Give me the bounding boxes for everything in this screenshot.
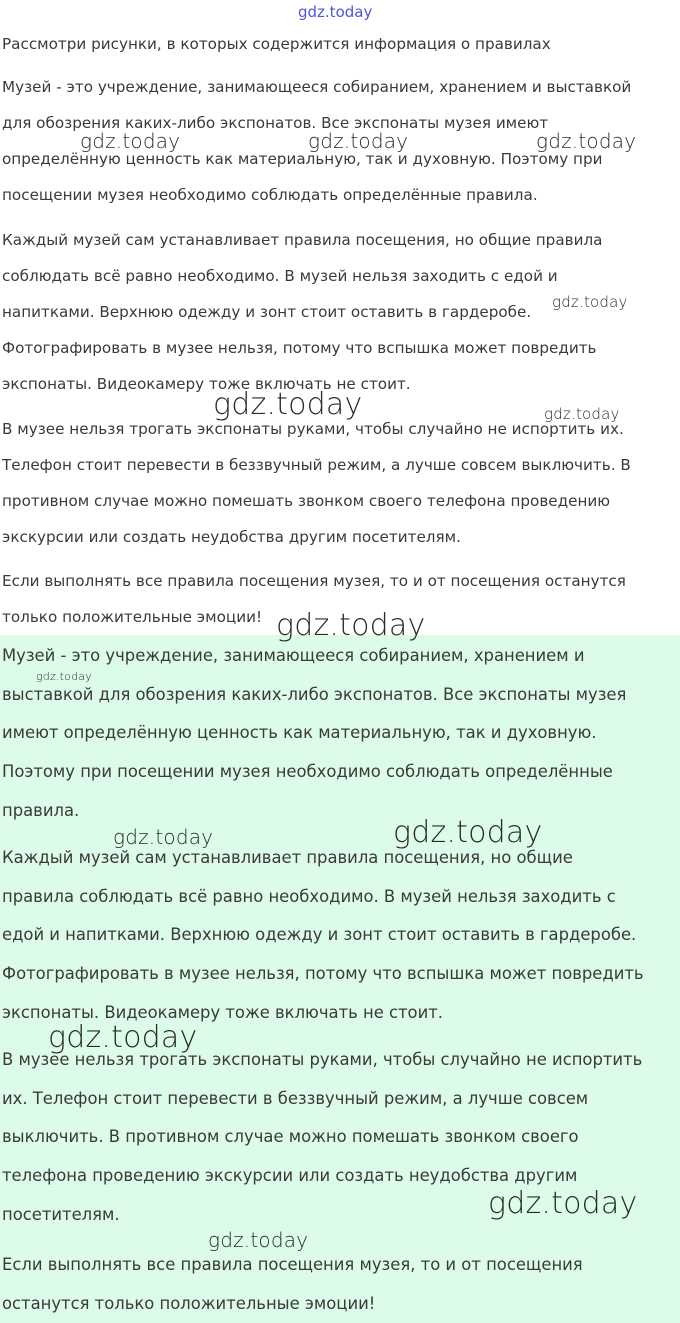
text-line: едой и напитками. Верхнюю одежду и зонт стоит оставить в гардеробе. [2, 925, 637, 945]
text-line: Если выполнять все правила посещения музея, то и от посещения останутся [2, 572, 626, 590]
text-line: правила. [2, 800, 80, 820]
text-line: телефона проведению экскурсии или создать неудобства другим [2, 1166, 578, 1186]
text-line: Музей - это учреждение, занимающееся собиранием, хранением и [2, 646, 585, 665]
watermark: gdz.today [393, 815, 543, 850]
text-line: экспонаты. Видеокамеру тоже включать не стоит. [2, 375, 411, 393]
text-line: останутся только положительные эмоции! [2, 1293, 376, 1313]
text-line: посетителям. [2, 1204, 120, 1224]
watermark: gdz.today [536, 129, 637, 153]
task-prompt [2, 26, 551, 62]
text-line: для обозрения каких-либо экспонатов. Все экспонаты музея имеют [2, 114, 549, 132]
text-line: выключить. В противном случае можно помешать звонком своего [2, 1127, 579, 1147]
task-paragraph-3 [2, 411, 631, 555]
text-line: только положительные эмоции! [2, 608, 263, 626]
task-paragraph-2 [2, 222, 602, 402]
answer-paragraph-2 [2, 839, 644, 1032]
text-line: имеют определённую ценность как материальную, так и духовную. [2, 723, 597, 743]
text-line: Телефон стоит перевести в беззвучный режим, а лучше совсем выключить. В [2, 456, 631, 474]
text-line: В музее нельзя трогать экспонаты руками, чтобы случайно не испортить их. [2, 420, 624, 438]
watermark: gdz.today [80, 129, 181, 153]
text-line: экскурсии или создать неудобства другим посетителям. [2, 528, 461, 546]
text-line: В музее нельзя трогать экспонаты руками, чтобы случайно не испортить [2, 1050, 643, 1069]
answer-paragraph-1 [2, 637, 626, 830]
text-line: посещении музея необходимо соблюдать определённые правила. [2, 186, 538, 204]
text-line: выставкой для обозрения каких-либо экспонатов. Все экспонаты музея [2, 684, 627, 704]
header-watermark: gdz.today [298, 3, 373, 21]
text-line: Каждый музей сам устанавливает правила посещения, но общие правила [2, 231, 603, 249]
text-line: правила соблюдать всё равно необходимо. В музей нельзя заходить с [2, 886, 616, 906]
watermark: gdz.today [113, 825, 214, 849]
task-section [0, 0, 680, 635]
watermark: gdz.today [213, 387, 363, 422]
text-line: Каждый музей сам устанавливает правила посещения, но общие [2, 848, 573, 867]
text-line: соблюдать всё равно необходимо. В музей нельзя заходить с едой и [2, 267, 558, 285]
text-line: Музей - это учреждение, занимающееся собиранием, хранением и выставкой [2, 78, 632, 96]
text-line: Фотографировать в музее нельзя, потому что вспышка может повредить [2, 339, 597, 357]
text-line: определённую ценность как материальную, так и духовную. Поэтому при [2, 150, 603, 168]
task-prompt-line: Рассмотри рисунки, в которых содержится информация о правилах [2, 35, 551, 53]
text-line: Если выполнять все правила посещения музея, то и от посещения [2, 1255, 583, 1274]
text-line: противном случае можно помешать звонком своего телефона проведению [2, 492, 611, 510]
text-line: Поэтому при посещении музея необходимо соблюдать определённые [2, 762, 613, 782]
answer-paragraph-4 [2, 1246, 583, 1323]
watermark: gdz.today [488, 1186, 638, 1221]
watermark: gdz.today [552, 293, 628, 311]
watermark: gdz.today [36, 670, 92, 683]
watermark: gdz.today [276, 608, 426, 643]
text-line: напитками. Верхнюю одежду и зонт стоит оставить в гардеробе. [2, 303, 532, 321]
text-line: их. Телефон стоит перевести в беззвучный режим, а лучше совсем [2, 1088, 589, 1108]
text-line: Фотографировать в музее нельзя, потому что вспышка может повредить [2, 964, 644, 984]
watermark: gdz.today [308, 129, 409, 153]
watermark: gdz.today [48, 1020, 198, 1055]
watermark: gdz.today [544, 405, 620, 423]
text-line: экспонаты. Видеокамеру тоже включать не стоит. [2, 1002, 443, 1022]
watermark: gdz.today [208, 1228, 309, 1252]
